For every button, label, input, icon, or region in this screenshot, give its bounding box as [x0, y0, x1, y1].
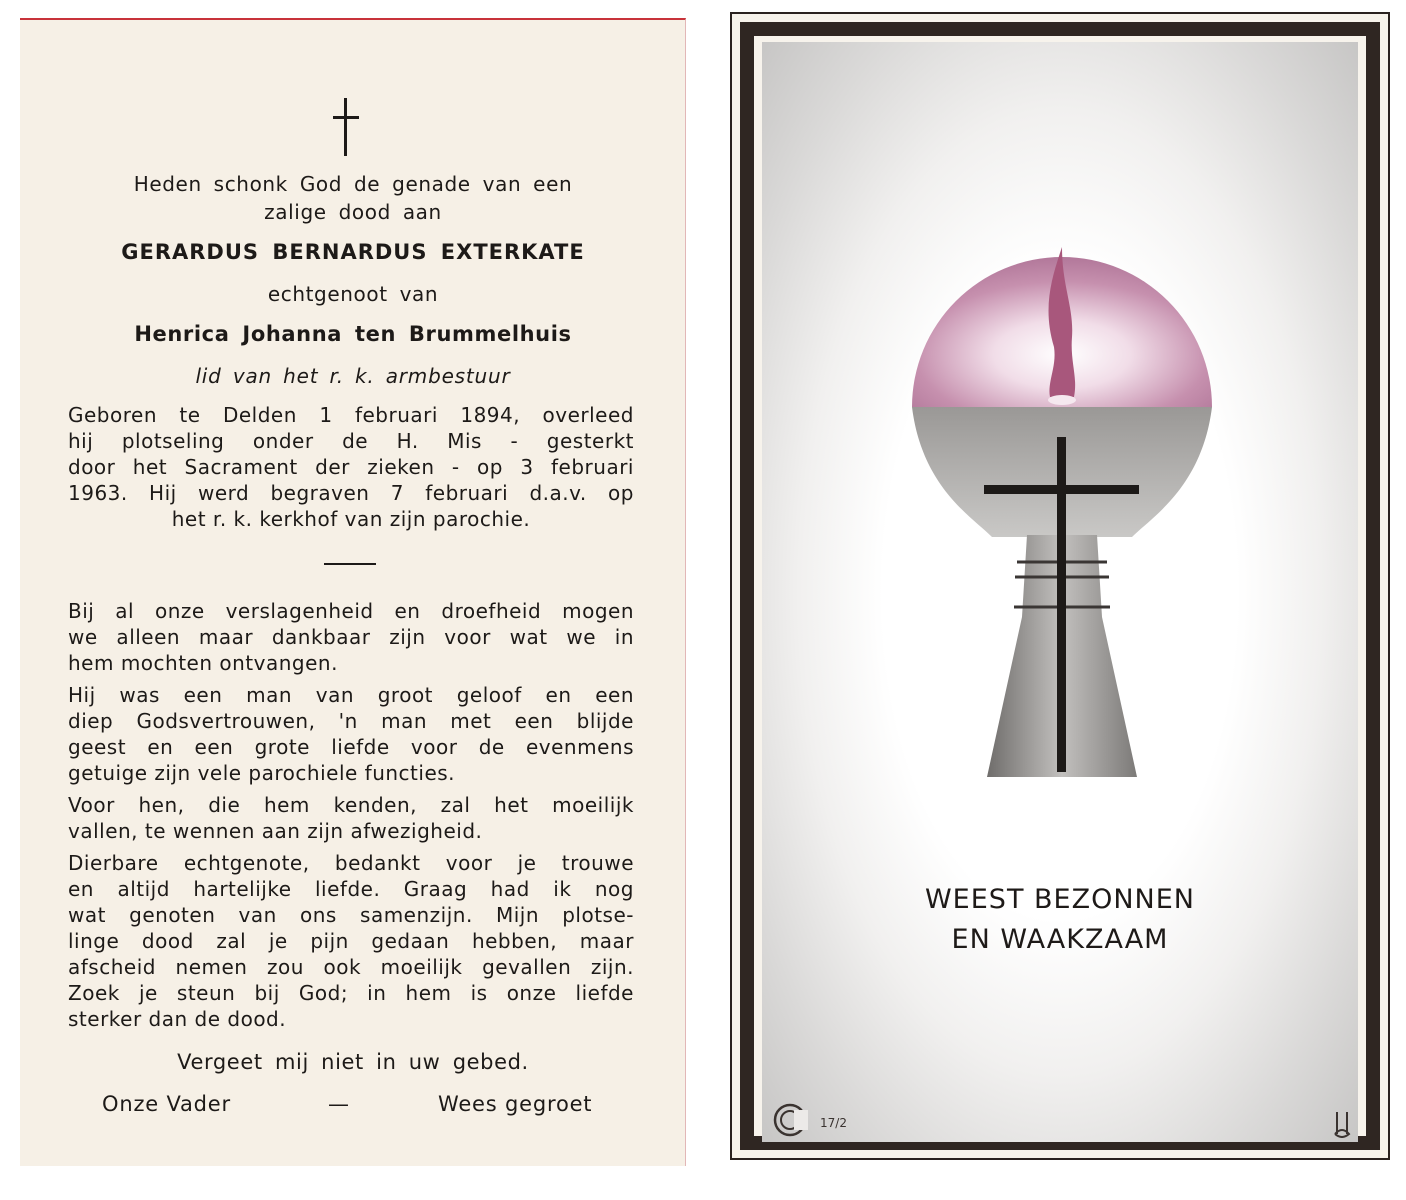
intro-line-2: zalige dood aan	[264, 200, 442, 224]
text-line: wat genoten van ons samenzijn. Mijn plotse-	[68, 903, 634, 927]
text-line: geest en een grote liefde voor de evenmens	[68, 735, 634, 759]
spouse-name: Henrica Johanna ten Brummelhuis	[134, 322, 572, 346]
memorial-card-image	[730, 12, 1390, 1160]
biography	[68, 402, 634, 532]
text-line: linge dood zal je pijn gedaan hebben, maar	[68, 929, 634, 953]
paragraph-2	[68, 682, 634, 786]
bio-line: hij plotseling onder de H. Mis - gesterkt	[68, 429, 634, 453]
prayer-right: Wees gegroet	[438, 1092, 593, 1116]
text-line: Hij was een man van groot geloof en een	[68, 683, 634, 707]
image-panel	[762, 42, 1358, 1142]
text-line: Bij al onze verslagenheid en droefheid mogen	[68, 599, 634, 623]
motto-line-1: WEEST BEZONNEN	[924, 884, 1195, 915]
cross-icon	[331, 98, 361, 158]
spouse-intro: echtgenoot van	[267, 282, 439, 306]
paragraph-4	[68, 850, 634, 1032]
text-line: sterker dan de dood.	[68, 1007, 287, 1031]
print-number: 17/2	[820, 1116, 847, 1130]
text-line: diep Godsvertrouwen, 'n man met een blijde	[68, 709, 634, 733]
text-line: hem mochten ontvangen.	[68, 651, 338, 675]
publisher-logo-icon	[770, 1102, 810, 1138]
chalice-icon	[902, 197, 1222, 787]
text-line: Voor hen, die hem kenden, zal het moeilijk	[68, 793, 634, 817]
memorial-card-text	[20, 18, 686, 1166]
bio-line: Geboren te Delden 1 februari 1894, overleed	[68, 403, 634, 427]
closing-line: Vergeet mij niet in uw gebed.	[177, 1050, 529, 1074]
prayer-left: Onze Vader	[102, 1092, 231, 1116]
bio-line: het r. k. kerkhof van zijn parochie.	[171, 507, 531, 531]
text-line: Dierbare echtgenote, bedankt voor je trouwe	[68, 851, 634, 875]
divider	[324, 563, 376, 565]
role-line: lid van het r. k. armbestuur	[195, 364, 511, 388]
signature-mark-icon	[1332, 1110, 1352, 1138]
motto-line-2: EN WAAKZAAM	[951, 924, 1169, 955]
paragraph-1	[68, 598, 634, 676]
text-line: en altijd hartelijke liefde. Graag had ik nog	[68, 877, 634, 901]
prayer-separator: —	[328, 1092, 350, 1116]
text-line: vallen, te wennen aan zijn afwezigheid.	[68, 819, 483, 843]
text-line: Zoek je steun bij God; in hem is onze liefde	[68, 981, 634, 1005]
intro-line-1: Heden schonk God de genade van een	[133, 172, 573, 196]
text-line: we alleen maar dankbaar zijn voor wat we in	[68, 625, 634, 649]
text-line: getuige zijn vele parochiele functies.	[68, 761, 456, 785]
bio-line: door het Sacrament der zieken - op 3 februari	[68, 455, 634, 479]
paragraph-3	[68, 792, 634, 844]
text-line: afscheid nemen zou ook moeilijk gevallen zijn.	[68, 955, 634, 979]
deceased-name: GERARDUS BERNARDUS EXTERKATE	[121, 240, 585, 264]
bio-line: 1963. Hij werd begraven 7 februari d.a.v. op	[68, 481, 634, 505]
